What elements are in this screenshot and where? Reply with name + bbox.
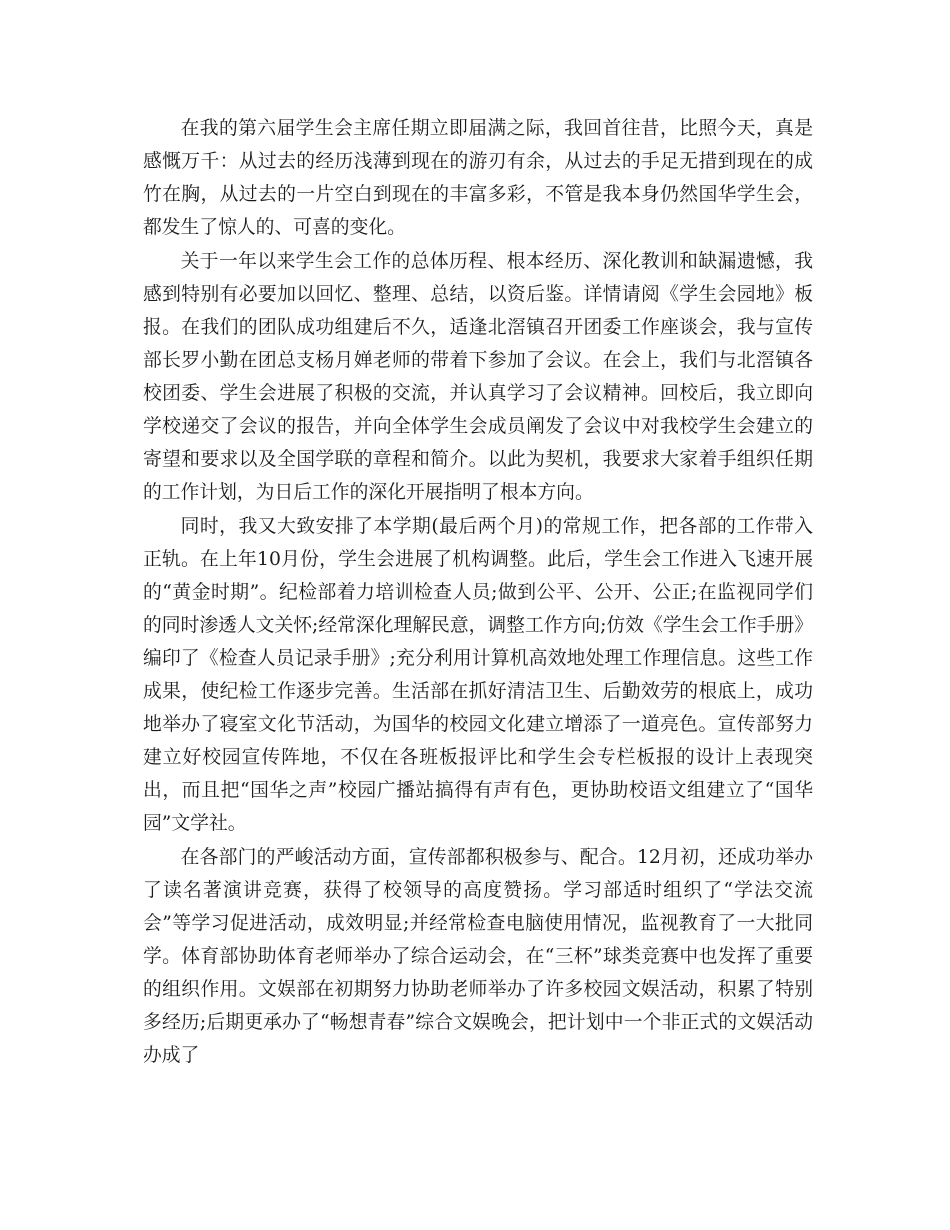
paragraph-3: 同时，我又大致安排了本学期(最后两个月)的常规工作，把各部的工作带入正轨。在上年10月份，学生会进展了机构调整。此后，学生会工作进入飞速开展的“黄金时期”。纪检部着力培训检查人员;做到公平、公开、公正;在监视同学们的同时渗透人文关怀;经常深化理解民意，调整工作方向;仿效《学生会工作手册》编印了《检查人员记录手册》;充分利用计算机高效地处理工作理信息。这些工作成果，使纪检工作逐步完善。生活部在抓好清洁卫生、后勤效劳的根底上，成功地举办了寝室文化节活动，为国华的校园文化建立增添了一道亮色。宣传部努力建立好校园宣传阵地，不仅在各班板报评比和学生会专栏板报的设计上表现突出，而且把“国华之声”校园广播站搞得有声有色，更协助校语文组建立了“国华园”文学社。 xyxy=(143,516,813,834)
paragraph-1: 在我的第六届学生会主席任期立即届满之际，我回首往昔，比照今天，真是感慨万千：从过去的经历浅薄到现在的游刃有余，从过去的手足无措到现在的成竹在胸，从过去的一片空白到现在的丰富多彩，不管是我本身仍然国华学生会，都发生了惊人的、可喜的变化。 xyxy=(143,118,813,238)
paragraph-4: 在各部门的严峻活动方面，宣传部都积极参与、配合。12月初，还成功举办了读名著演讲竞赛，获得了校领导的高度赞扬。学习部适时组织了“学法交流会”等学习促进活动，成效明显;并经常检查电脑使用情况，监视教育了一大批同学。体育部协助体育老师举办了综合运动会，在“三杯”球类竞赛中也发挥了重要的组织作用。文娱部在初期努力协助老师举办了许多校园文娱活动，积累了特别多经历;后期更承办了“畅想青春”综合文娱晚会，把计划中一个非正式的文娱活动办成了 xyxy=(143,847,813,1066)
paragraph-2: 关于一年以来学生会工作的总体历程、根本经历、深化教训和缺漏遗憾，我感到特别有必要加以回忆、整理、总结，以资后鉴。详情请阅《学生会园地》板报。在我们的团队成功组建后不久，适逢北滘镇召开团委工作座谈会，我与宣传部长罗小勤在团总支杨月婵老师的带着下参加了会议。在会上，我们与北滘镇各校团委、学生会进展了积极的交流，并认真学习了会议精神。回校后，我立即向学校递交了会议的报告，并向全体学生会成员阐发了会议中对我校学生会建立的寄望和要求以及全国学联的章程和简介。以此为契机，我要求大家着手组织任期的工作计划，为日后工作的深化开展指明了根本方向。 xyxy=(143,251,813,503)
document-body xyxy=(143,112,813,1072)
